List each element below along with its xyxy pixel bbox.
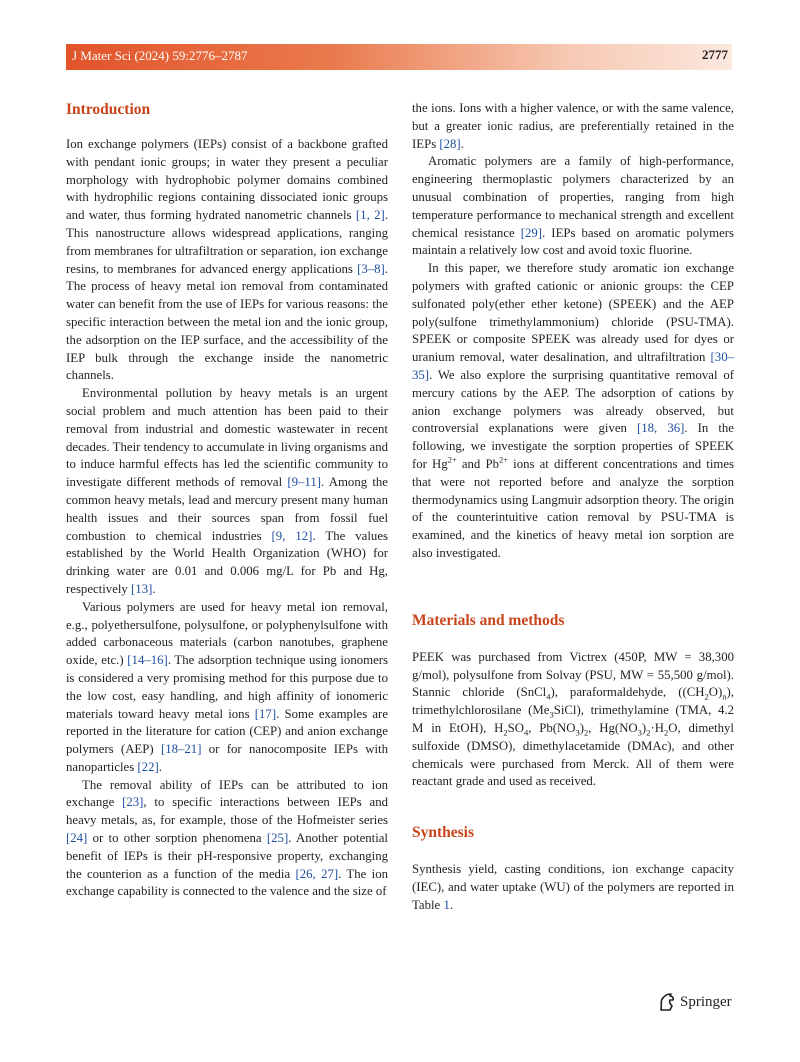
springer-logo bbox=[658, 992, 732, 1012]
intro-paragraph-5: the ions. Ions with a higher valence, or with the same valence, but a greater ionic radius, are preferentially retained in the IEPs [28]. bbox=[412, 101, 734, 151]
introduction-heading: Introduction bbox=[66, 101, 151, 118]
left-column bbox=[66, 100, 388, 901]
synthesis-heading: Synthesis bbox=[412, 824, 475, 842]
intro-paragraph-1: Ion exchange polymers (IEPs) consist of a backbone grafted with pendant ionic groups; in water they present a peculiar morphology with hydrophobic polymer domains combined with hydrophilic regions containing dissociated ionic groups and water, thus forming hydrated nanometric channels [1, 2]. This nanostructure allows widespread applications, ranging from membranes for ultrafiltration or separation, ion exchange resins, to membranes for advanced energy applications [3–8]. The process of heavy metal ion removal from contaminated water can benefit from the use of IEPs for various reasons: the specific interaction between the metal ion and the ionic group, the adsorption on the IEP surface, and the accessibility of the IEP bulk through the exchange inside the nanometric channels. bbox=[66, 137, 389, 383]
citation[interactable]: [18, 36] bbox=[637, 421, 685, 436]
citation[interactable]: [28] bbox=[439, 136, 461, 151]
citation[interactable]: [23] bbox=[122, 795, 144, 810]
intro-paragraph-2: Environmental pollution by heavy metals is an urgent social problem and much attention has been paid to their removal from industrial and domestic wastewater in recent decades. Their tendency to accumulate in living organisms and to induce harmful effects has led the scientific community to investigate different methods of removal [9–11]. Among the common heavy metals, lead and mercury present many human health issues and their sources span from fossil fuel combustion to chemical industries [9, 12]. The values established by the World Health Organization (WHO) for drinking water are 0.01 and 0.006 mg/L for Pb and Hg, respectively [13]. bbox=[66, 386, 388, 596]
page-number: 2777 bbox=[702, 47, 728, 62]
table-reference[interactable]: 1 bbox=[443, 897, 450, 912]
materials-methods-heading: Materials and methods bbox=[412, 611, 565, 629]
citation[interactable]: [18–21] bbox=[160, 742, 202, 757]
citation[interactable]: [9–11] bbox=[287, 475, 322, 490]
synthesis-paragraph: Synthesis yield, casting conditions, ion exchange capacity (IEC), and water uptake (WU) of the polymers are reported in Table 1. bbox=[412, 862, 734, 912]
citation[interactable]: [24] bbox=[66, 831, 88, 846]
intro-paragraph-6: Aromatic polymers are a family of high-performance, engineering thermoplastic polymers characterized by an unusual combination of properties, ranging from high temperature performance to mechanical strength and excellent chemical resistance [29]. IEPs based on aromatic polymers maintain a relatively low cost and avoid toxic fluorine. bbox=[412, 154, 734, 258]
journal-reference: J Mater Sci (2024) 59:2776–2787 bbox=[72, 48, 248, 63]
citation[interactable]: [25] bbox=[266, 831, 289, 846]
materials-paragraph: PEEK was purchased from Victrex (450P, MW = 38,300 g/mol), polysulfone from Solvay (PSU, MW = 55,500 g/mol). Stannic chloride (SnCl$_4$), paraformaldehyde, $((CH_2O)_n)$, trimethylchlorosilane $(Me_3SiCl)$, trimethylamine (TMA, 4.2 M in EtOH), $H_2SO_4$, $Pb(NO_3)_2$, $Hg(NO_3)_2\cdot H_2O$, dimethyl sulfoxide (DMSO), dimethylacetamide (DMAc), and other chemicals were purchased from Merck. All of them were reactant grade and used as received. bbox=[412, 649, 734, 789]
springer-horse-icon bbox=[658, 992, 676, 1012]
citation[interactable]: [26, 27] bbox=[295, 866, 339, 881]
right-column bbox=[412, 100, 734, 914]
publisher-name: Springer bbox=[680, 993, 732, 1010]
citation[interactable]: [14–16] bbox=[127, 653, 168, 668]
intro-paragraph-4: The removal ability of IEPs can be attributed to ion exchange [23], to specific interactions between IEPs and heavy metals, as, for example, those of the Hofmeister series [24] or to other sorption phenomena [25]. Another potential benefit of IEPs is their pH-responsive property, exchanging the counterion as a function of the media [26, 27]. The ion exchange capability is connected to the valence and the size of bbox=[66, 777, 389, 899]
citation[interactable]: [9, 12] bbox=[271, 528, 313, 543]
citation[interactable]: [30–35] bbox=[412, 350, 734, 382]
intro-paragraph-3: Various polymers are used for heavy metal ion removal, e.g., polyethersulfone, polysulfone, or polyphenylsulfone with added carbonaceous materials (carbon nanotubes, graphene oxide, etc.) [14–16]. The adsorption technique using ionomers is considered a very promising method for this purpose due to the low cost, easy handling, and high affinity of ionomeric materials toward heavy metal ions [17]. Some examples are reported in the literature for cation (CEP) and anion exchange polymers (AEP) [18–21] or for nanocomposite IEPs with nanoparticles [22]. bbox=[66, 599, 389, 774]
citation[interactable]: [3–8] bbox=[357, 261, 385, 276]
citation[interactable]: [1, 2] bbox=[355, 208, 385, 223]
citation[interactable]: [17] bbox=[254, 706, 277, 721]
intro-paragraph-7: In this paper, we therefore study aromatic ion exchange polymers with grafted cationic or anionic groups: the CEP sulfonated poly(ether ether ketone) (SPEEK) and the AEP poly(sulfone trimethylammonium) chloride (PSU-TMA). SPEEK or composite SPEEK was already used for dyes or uranium removal, water desalination, and ultrafiltration [30–35]. We also explore the surprising quantitative removal of mercury cations by the AEP. The adsorption of cations by anion exchange polymers was already observed, but controversial explanations were given [18, 36]. In the following, we investigate the sorption properties of SPEEK for $Hg^{2+}$ and $Pb^{2+}$ ions at different concentrations and times that were not reported before and analyze the sorption thermodynamics using Langmuir adsorption theory. The origin of the counterintuitive cation removal by PSU-TMA is examined, and the kinetics of heavy metal ion sorption are also investigated. bbox=[412, 261, 734, 560]
citation[interactable]: [22] bbox=[137, 759, 159, 774]
citation[interactable]: [29] bbox=[520, 225, 543, 240]
citation[interactable]: [13] bbox=[131, 581, 153, 596]
